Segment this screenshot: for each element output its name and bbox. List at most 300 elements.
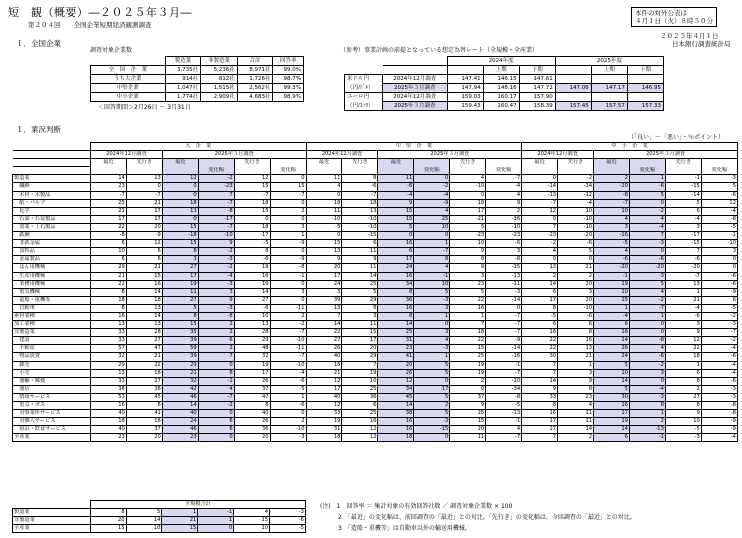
di-value: 13 bbox=[90, 369, 126, 377]
di-value: 3 bbox=[270, 288, 306, 296]
di-value: 16 bbox=[378, 304, 414, 312]
di-value: 0 bbox=[270, 410, 306, 418]
company-count-header bbox=[91, 57, 304, 66]
di-value: 0 bbox=[629, 248, 665, 256]
di-value: 22 bbox=[450, 337, 486, 345]
di-value: 6 bbox=[522, 288, 558, 296]
di-value: 29 bbox=[90, 264, 126, 272]
di-value: -9 bbox=[701, 288, 737, 296]
di-value: 20 bbox=[450, 426, 486, 434]
di-value: -4 bbox=[558, 199, 594, 207]
di-value: 33 bbox=[522, 393, 558, 401]
di-value: -20 bbox=[629, 264, 665, 272]
note-3: 3 「造船・重機等」は自動車以外の輸送用機械。 bbox=[338, 525, 471, 532]
di-value: 0 bbox=[629, 321, 665, 329]
di-value: 1 bbox=[270, 232, 306, 240]
total-value: -6 bbox=[270, 517, 306, 525]
industry-row bbox=[13, 175, 738, 183]
di-value: 18 bbox=[90, 418, 126, 426]
di-value: -2 bbox=[629, 361, 665, 369]
di-value: 4 bbox=[629, 288, 665, 296]
di-value: -6 bbox=[629, 256, 665, 264]
di-value: 40 bbox=[234, 410, 270, 418]
di-value: -2 bbox=[198, 264, 234, 272]
di-value: 13 bbox=[126, 321, 162, 329]
di-value: 0 bbox=[701, 264, 737, 272]
di-value: 15 bbox=[342, 329, 378, 337]
industry-row bbox=[13, 353, 738, 361]
di-value: -4 bbox=[629, 385, 665, 393]
di-value: -5 bbox=[234, 240, 270, 248]
di-value: 13 bbox=[665, 280, 701, 288]
di-value: -1 bbox=[701, 232, 737, 240]
di-value: 14 bbox=[162, 402, 198, 410]
di-value: 17 bbox=[522, 296, 558, 304]
di-value: 27 bbox=[522, 426, 558, 434]
di-value: -4 bbox=[665, 304, 701, 312]
di-value: 15 bbox=[378, 207, 414, 215]
di-value: 3 bbox=[594, 223, 630, 231]
di-value: -2 bbox=[270, 321, 306, 329]
di-value: 30 bbox=[522, 353, 558, 361]
di-value: 17 bbox=[522, 418, 558, 426]
di-value: 1 bbox=[414, 353, 450, 361]
di-value: 0 bbox=[270, 175, 306, 183]
industry-row bbox=[13, 337, 738, 345]
di-value: 15 bbox=[594, 296, 630, 304]
di-value: 6 bbox=[558, 321, 594, 329]
di-value: 2 bbox=[629, 418, 665, 426]
di-value: 16 bbox=[450, 304, 486, 312]
di-value: 3 bbox=[629, 369, 665, 377]
di-value: 38 bbox=[378, 410, 414, 418]
di-value: 32 bbox=[162, 377, 198, 385]
di-value: 19 bbox=[594, 280, 630, 288]
di-value: 12 bbox=[306, 377, 342, 385]
di-value: -7 bbox=[629, 304, 665, 312]
di-value: 8 bbox=[126, 402, 162, 410]
di-value: 4 bbox=[558, 402, 594, 410]
di-value: -3 bbox=[198, 280, 234, 288]
page-title: 短 観（概要）―２０２５年３月― bbox=[8, 6, 192, 19]
di-value: 5 bbox=[414, 361, 450, 369]
di-value: -1 bbox=[198, 377, 234, 385]
di-value: -4 bbox=[701, 361, 737, 369]
di-value: 9 bbox=[522, 385, 558, 393]
industry-label: 情報サービス bbox=[13, 393, 91, 401]
di-value: 0 bbox=[162, 191, 198, 199]
di-value: 28 bbox=[234, 329, 270, 337]
di-value: -7 bbox=[234, 191, 270, 199]
di-value: -8 bbox=[486, 393, 522, 401]
di-value: -7 bbox=[486, 312, 522, 320]
di-value: 14 bbox=[126, 288, 162, 296]
di-value: 9 bbox=[450, 248, 486, 256]
di-value: -6 bbox=[378, 183, 414, 191]
di-value: 8 bbox=[198, 369, 234, 377]
di-value: 2 bbox=[486, 207, 522, 215]
di-value: 12 bbox=[522, 207, 558, 215]
di-value: 14 bbox=[594, 377, 630, 385]
di-value: 11 bbox=[162, 288, 198, 296]
di-value: 2 bbox=[450, 377, 486, 385]
company-count-caption: 調査対象企業数 bbox=[90, 47, 133, 54]
di-value: 4 bbox=[594, 248, 630, 256]
di-value: 11 bbox=[378, 175, 414, 183]
di-value: 11 bbox=[306, 175, 342, 183]
total-value: 8 bbox=[90, 509, 126, 517]
industry-label: はん用機械 bbox=[13, 264, 91, 272]
di-value: 12 bbox=[234, 175, 270, 183]
di-value: 3 bbox=[162, 256, 198, 264]
di-value: 38 bbox=[126, 385, 162, 393]
di-value: -10 bbox=[306, 215, 342, 223]
di-value: 2 bbox=[558, 434, 594, 442]
di-value: 19 bbox=[234, 280, 270, 288]
di-value: -15 bbox=[665, 240, 701, 248]
di-value: 20 bbox=[126, 434, 162, 442]
di-value: 17 bbox=[90, 215, 126, 223]
page-subtitle: 第２０４回 全国企業短期経済観測調査 bbox=[28, 21, 152, 29]
di-value: 7 bbox=[342, 361, 378, 369]
di-value: 6 bbox=[378, 248, 414, 256]
di-value: 1 bbox=[594, 304, 630, 312]
di-value: -1 bbox=[486, 418, 522, 426]
di-value: 5 bbox=[594, 385, 630, 393]
di-value: 0 bbox=[450, 385, 486, 393]
di-value: 34 bbox=[378, 280, 414, 288]
survey-mar-2025-header: 2025年３月調査 bbox=[162, 151, 306, 159]
di-value: 8 bbox=[234, 402, 270, 410]
industry-row bbox=[13, 207, 738, 215]
di-value: -6 bbox=[234, 256, 270, 264]
total-value: 1 bbox=[162, 509, 198, 517]
di-value: 40 bbox=[306, 353, 342, 361]
di-value: -23 bbox=[486, 232, 522, 240]
di-value: 24 bbox=[594, 353, 630, 361]
di-value: 17 bbox=[594, 410, 630, 418]
di-value: 21 bbox=[126, 264, 162, 272]
di-value: -10 bbox=[450, 183, 486, 191]
di-value: -8 bbox=[629, 337, 665, 345]
di-value: 0 bbox=[701, 256, 737, 264]
di-value: -2 bbox=[198, 175, 234, 183]
group-header-medium: 中 堅 企 業 bbox=[306, 143, 522, 151]
di-value: -3 bbox=[701, 321, 737, 329]
di-value: -1 bbox=[486, 361, 522, 369]
di-value: 33 bbox=[90, 329, 126, 337]
di-value: -4 bbox=[414, 191, 450, 199]
di-value: -2 bbox=[629, 207, 665, 215]
di-value: 6 bbox=[90, 256, 126, 264]
di-value: 5 bbox=[414, 288, 450, 296]
industry-row bbox=[13, 377, 738, 385]
all-size-total-table bbox=[12, 500, 306, 533]
di-value: -2 bbox=[198, 402, 234, 410]
fx-fy2025-header: 2025年度 bbox=[555, 57, 663, 66]
di-value: 18 bbox=[126, 296, 162, 304]
di-value: -14 bbox=[665, 191, 701, 199]
di-value: 3 bbox=[198, 288, 234, 296]
di-value: -10 bbox=[342, 223, 378, 231]
di-value: 10 bbox=[414, 223, 450, 231]
di-value: 10 bbox=[342, 377, 378, 385]
di-value: 7 bbox=[522, 369, 558, 377]
di-value: 16 bbox=[342, 418, 378, 426]
di-value: 18 bbox=[306, 434, 342, 442]
di-value: 10 bbox=[594, 207, 630, 215]
di-value: 8 bbox=[414, 256, 450, 264]
di-value: 35 bbox=[162, 329, 198, 337]
col-recent: 最近 bbox=[90, 159, 126, 167]
response-period: ＜回答期間＞2月26日 ～ 3月31日 bbox=[98, 104, 191, 111]
di-value: 12 bbox=[342, 426, 378, 434]
di-value: 37 bbox=[126, 426, 162, 434]
di-value: 7 bbox=[198, 353, 234, 361]
di-value: 5 bbox=[414, 410, 450, 418]
col-forecast: 先行き bbox=[126, 159, 162, 167]
di-value: 29 bbox=[90, 361, 126, 369]
col-change: 変化幅 bbox=[701, 167, 737, 175]
di-value: 14 bbox=[306, 321, 342, 329]
di-value: 5 bbox=[342, 288, 378, 296]
company-count-row: うち大企業 914社 812社 1,726社 98.7% bbox=[91, 75, 304, 84]
di-value: 8 bbox=[558, 385, 594, 393]
di-value: 10 bbox=[450, 240, 486, 248]
di-value: 18 bbox=[450, 199, 486, 207]
di-value: 8 bbox=[234, 248, 270, 256]
industry-label: 非製造業 bbox=[13, 329, 91, 337]
di-value: 22 bbox=[522, 345, 558, 353]
di-value: 21 bbox=[90, 207, 126, 215]
di-value: -3 bbox=[701, 385, 737, 393]
di-value: -3 bbox=[270, 434, 306, 442]
di-value: 20 bbox=[558, 296, 594, 304]
release-notice-line2: ４月１日（火）８時５０分 bbox=[635, 17, 713, 25]
industry-row bbox=[13, 296, 738, 304]
di-value: -18 bbox=[162, 232, 198, 240]
di-value: 14 bbox=[594, 426, 630, 434]
di-value: -13 bbox=[522, 191, 558, 199]
di-value: -10 bbox=[558, 223, 594, 231]
di-value: 7 bbox=[306, 312, 342, 320]
di-value: 7 bbox=[665, 248, 701, 256]
di-value: -10 bbox=[486, 377, 522, 385]
di-value: -23 bbox=[522, 232, 558, 240]
di-value: -6 bbox=[629, 353, 665, 361]
di-value: -14 bbox=[522, 183, 558, 191]
col-recent: 最近 bbox=[162, 159, 198, 167]
industry-row bbox=[13, 312, 738, 320]
di-value: -6 bbox=[701, 353, 737, 361]
di-value: -4 bbox=[486, 183, 522, 191]
di-value: -3 bbox=[665, 434, 701, 442]
di-value: 1 bbox=[414, 312, 450, 320]
col-change: 変化幅 bbox=[486, 167, 522, 175]
di-value: 45 bbox=[378, 393, 414, 401]
di-value: 8 bbox=[342, 304, 378, 312]
di-value: -3 bbox=[198, 256, 234, 264]
di-value: 1 bbox=[450, 312, 486, 320]
di-value: 16 bbox=[522, 329, 558, 337]
industry-row bbox=[13, 385, 738, 393]
di-value: 6 bbox=[342, 402, 378, 410]
di-value: 11 bbox=[342, 264, 378, 272]
di-value: 40 bbox=[90, 426, 126, 434]
di-value: 22 bbox=[665, 345, 701, 353]
di-value: 34 bbox=[378, 385, 414, 393]
di-value: -9 bbox=[414, 199, 450, 207]
di-value: 8 bbox=[522, 402, 558, 410]
di-value: 9 bbox=[198, 296, 234, 304]
di-value: 4 bbox=[450, 175, 486, 183]
di-value: 2 bbox=[414, 402, 450, 410]
di-value: 15 bbox=[234, 183, 270, 191]
di-value: 15 bbox=[162, 240, 198, 248]
di-value: -7 bbox=[486, 175, 522, 183]
di-value: 36 bbox=[234, 426, 270, 434]
di-value: 2 bbox=[558, 272, 594, 280]
di-value: 21 bbox=[558, 264, 594, 272]
di-value: 4 bbox=[486, 191, 522, 199]
di-value: -9 bbox=[270, 256, 306, 264]
di-value: 10 bbox=[594, 369, 630, 377]
di-value: 0 bbox=[414, 377, 450, 385]
industry-label: 生産用機械 bbox=[13, 272, 91, 280]
di-value: -7 bbox=[522, 199, 558, 207]
total-value: 10 bbox=[234, 525, 270, 533]
di-value: 5 bbox=[414, 393, 450, 401]
di-value: 39 bbox=[162, 337, 198, 345]
industry-label: 全産業 bbox=[13, 434, 91, 442]
di-value: 17 bbox=[450, 207, 486, 215]
di-value: 8 bbox=[629, 402, 665, 410]
di-value: -6 bbox=[342, 183, 378, 191]
di-value: 11 bbox=[558, 410, 594, 418]
di-value: 10 bbox=[594, 288, 630, 296]
di-value: 12 bbox=[342, 434, 378, 442]
col-recent: 最近 bbox=[522, 159, 558, 167]
di-value: 36 bbox=[378, 296, 414, 304]
di-value: -8 bbox=[270, 264, 306, 272]
survey-dec-2024-header: 2024年12月調査 bbox=[306, 151, 378, 159]
di-value: 57 bbox=[90, 345, 126, 353]
di-value: -6 bbox=[270, 377, 306, 385]
survey-mar-2025-header: 2025年３月調査 bbox=[378, 151, 522, 159]
di-value: -10 bbox=[486, 223, 522, 231]
di-value: 11 bbox=[342, 248, 378, 256]
di-value: 1 bbox=[629, 312, 665, 320]
di-value: 14 bbox=[342, 272, 378, 280]
di-value: 32 bbox=[90, 353, 126, 361]
di-value: -7 bbox=[270, 353, 306, 361]
total-row bbox=[13, 525, 306, 533]
industry-label: 卸売 bbox=[13, 361, 91, 369]
di-value: 3 bbox=[558, 369, 594, 377]
di-value: 0 bbox=[270, 215, 306, 223]
fx-row: ユーロ円 2024年12月調査 159.03 160.17 157.90 bbox=[345, 93, 664, 102]
di-value: 39 bbox=[162, 353, 198, 361]
di-value: 13 bbox=[126, 304, 162, 312]
di-value: 47 bbox=[234, 393, 270, 401]
di-value: 27 bbox=[126, 377, 162, 385]
industry-row bbox=[13, 402, 738, 410]
di-value: -7 bbox=[486, 329, 522, 337]
di-value: -2 bbox=[522, 240, 558, 248]
industry-label: 非鉄金属 bbox=[13, 240, 91, 248]
di-value: 25 bbox=[90, 199, 126, 207]
di-value: 0 bbox=[162, 183, 198, 191]
di-value: 3 bbox=[450, 272, 486, 280]
di-value: 15 bbox=[162, 223, 198, 231]
di-value: 2 bbox=[594, 175, 630, 183]
di-value: 4 bbox=[198, 385, 234, 393]
di-value: 0 bbox=[378, 232, 414, 240]
di-value: 24 bbox=[162, 418, 198, 426]
di-value: 1 bbox=[270, 393, 306, 401]
industry-label: 自動車 bbox=[13, 304, 91, 312]
di-value: 3 bbox=[342, 312, 378, 320]
di-value: 13 bbox=[234, 321, 270, 329]
release-notice bbox=[631, 7, 717, 27]
di-value: 10 bbox=[558, 207, 594, 215]
di-value: 27 bbox=[126, 337, 162, 345]
di-value: -6 bbox=[701, 191, 737, 199]
total-value: 21 bbox=[162, 517, 198, 525]
di-value: 4 bbox=[414, 207, 450, 215]
di-value: 8 bbox=[450, 256, 486, 264]
section-title-business-conditions: １．業況判断 bbox=[16, 125, 61, 134]
di-value: 27 bbox=[306, 337, 342, 345]
di-value: 18 bbox=[378, 434, 414, 442]
di-value: 11 bbox=[306, 207, 342, 215]
di-value: 18 bbox=[162, 199, 198, 207]
di-value: -17 bbox=[234, 232, 270, 240]
di-value: 10 bbox=[665, 418, 701, 426]
di-value: -7 bbox=[198, 223, 234, 231]
di-value: -10 bbox=[558, 304, 594, 312]
di-value: -8 bbox=[594, 191, 630, 199]
total-label: 製造業 bbox=[13, 509, 91, 517]
di-value: 24 bbox=[306, 280, 342, 288]
di-value: -2 bbox=[414, 183, 450, 191]
di-value: 29 bbox=[162, 361, 198, 369]
di-value: 7 bbox=[522, 223, 558, 231]
di-value: 23 bbox=[558, 393, 594, 401]
di-value: -15 bbox=[486, 264, 522, 272]
di-value: 33 bbox=[90, 377, 126, 385]
di-value: 5 bbox=[162, 304, 198, 312]
di-value: -36 bbox=[486, 215, 522, 223]
industry-label: 窯業・土石製品 bbox=[13, 223, 91, 231]
di-value: 4 bbox=[306, 183, 342, 191]
industry-row bbox=[13, 248, 738, 256]
di-value: -5 bbox=[665, 426, 701, 434]
di-value: 12 bbox=[162, 175, 198, 183]
di-value: 13 bbox=[126, 175, 162, 183]
di-value: -3 bbox=[701, 393, 737, 401]
di-value: -9 bbox=[126, 232, 162, 240]
di-value: -1 bbox=[414, 272, 450, 280]
industry-label: 加工業種 bbox=[13, 321, 91, 329]
di-value: 12 bbox=[378, 377, 414, 385]
di-value: 19 bbox=[450, 361, 486, 369]
di-value: 7 bbox=[522, 434, 558, 442]
di-value: -11 bbox=[270, 304, 306, 312]
di-value: 20 bbox=[378, 361, 414, 369]
di-value: 16 bbox=[378, 240, 414, 248]
di-value: 0 bbox=[522, 256, 558, 264]
